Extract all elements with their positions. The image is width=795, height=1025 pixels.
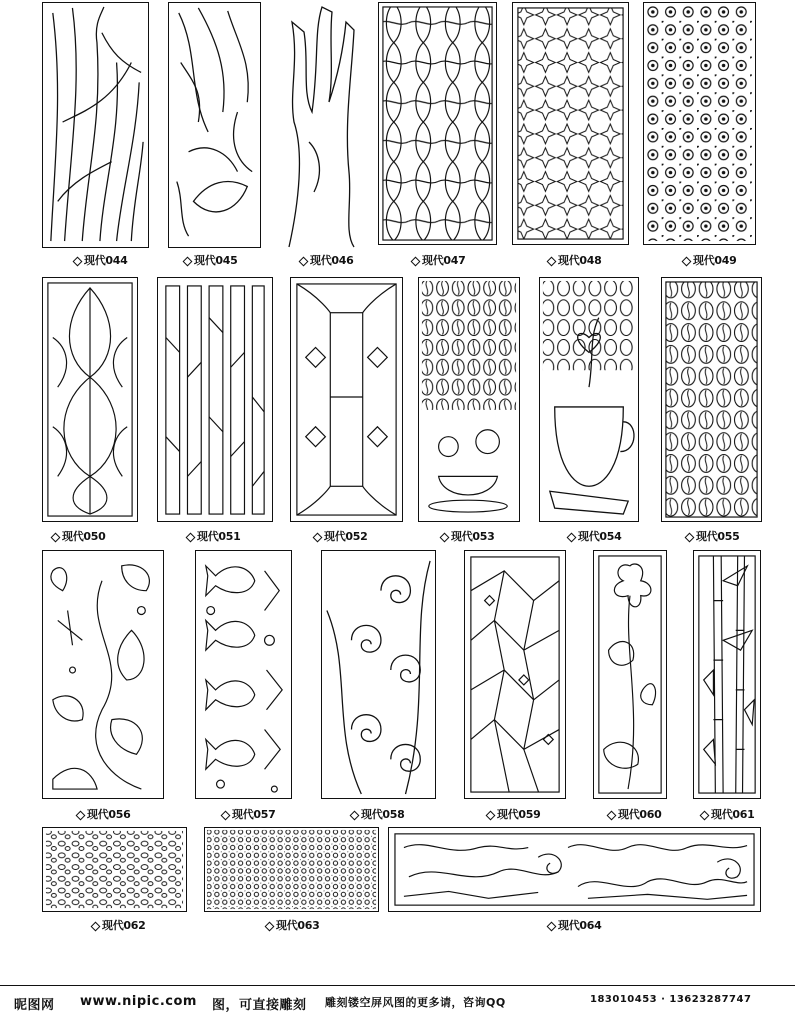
footer-text-1: 图，可直接雕刻 bbox=[212, 998, 307, 1013]
panel-044[interactable] bbox=[42, 2, 149, 248]
panel-051[interactable] bbox=[157, 277, 273, 522]
diamond-icon bbox=[73, 256, 83, 266]
pattern-tree-leaves bbox=[169, 3, 260, 247]
panel-058[interactable] bbox=[321, 550, 436, 799]
diamond-icon bbox=[76, 810, 86, 820]
pattern-coffee-beans bbox=[662, 278, 761, 521]
caption-058: 现代058 bbox=[351, 806, 404, 822]
pattern-vertical-bars bbox=[158, 278, 272, 521]
caption-048: 现代048 bbox=[548, 252, 601, 268]
diamond-icon bbox=[547, 921, 557, 931]
caption-056: 现代056 bbox=[77, 806, 130, 822]
panel-049[interactable] bbox=[643, 2, 756, 245]
diamond-icon bbox=[350, 810, 360, 820]
footer-text-2: 雕刻镂空屏风图的更多请，咨询QQ bbox=[325, 996, 506, 1009]
pattern-flowers bbox=[594, 551, 666, 798]
pattern-coffee-cup-hearts bbox=[540, 278, 638, 521]
diamond-icon bbox=[547, 256, 557, 266]
panel-047[interactable] bbox=[378, 2, 497, 245]
panel-052[interactable] bbox=[290, 277, 403, 522]
diamond-icon bbox=[51, 532, 61, 542]
panel-064[interactable] bbox=[388, 827, 761, 912]
panel-063[interactable] bbox=[204, 827, 379, 912]
diamond-icon bbox=[682, 256, 692, 266]
caption-064: 现代064 bbox=[548, 917, 601, 933]
caption-061: 现代061 bbox=[701, 806, 754, 822]
diamond-icon bbox=[183, 256, 193, 266]
pattern-floral-grid bbox=[513, 3, 628, 244]
diamond-icon bbox=[486, 810, 496, 820]
panel-055[interactable] bbox=[661, 277, 762, 522]
caption-052: 现代052 bbox=[314, 528, 367, 544]
footer-contact: 183010453 · 13623287747 bbox=[590, 994, 752, 1005]
pattern-dot-lattice bbox=[205, 828, 378, 911]
panel-054[interactable] bbox=[539, 277, 639, 522]
diamond-icon bbox=[685, 532, 695, 542]
pattern-wave-swirls bbox=[389, 828, 760, 911]
caption-047: 现代047 bbox=[412, 252, 465, 268]
caption-045: 现代045 bbox=[184, 252, 237, 268]
diamond-icon bbox=[221, 810, 231, 820]
panel-060[interactable] bbox=[593, 550, 667, 799]
panel-048[interactable] bbox=[512, 2, 629, 245]
caption-049: 现代049 bbox=[683, 252, 736, 268]
diamond-icon bbox=[411, 256, 421, 266]
pattern-ornamental-vase bbox=[43, 278, 137, 521]
panel-045[interactable] bbox=[168, 2, 261, 248]
panel-061[interactable] bbox=[693, 550, 761, 799]
panel-057[interactable] bbox=[195, 550, 292, 799]
panel-046[interactable] bbox=[284, 2, 356, 248]
diamond-icon bbox=[265, 921, 275, 931]
caption-057: 现代057 bbox=[222, 806, 275, 822]
caption-055: 现代055 bbox=[686, 528, 739, 544]
panel-062[interactable] bbox=[42, 827, 187, 912]
pattern-deco-frame bbox=[291, 278, 402, 521]
caption-060: 现代060 bbox=[608, 806, 661, 822]
pattern-tree-trunk bbox=[284, 2, 356, 248]
caption-050: 现代050 bbox=[52, 528, 105, 544]
caption-054: 现代054 bbox=[568, 528, 621, 544]
pattern-tree-branches bbox=[43, 3, 148, 247]
panel-059[interactable] bbox=[464, 550, 566, 799]
pattern-mosaic-flowers bbox=[465, 551, 565, 798]
diamond-icon bbox=[567, 532, 577, 542]
pattern-leaf-lattice bbox=[379, 3, 496, 244]
pattern-leaves-swirl bbox=[43, 551, 163, 798]
caption-063: 现代063 bbox=[266, 917, 319, 933]
caption-059: 现代059 bbox=[487, 806, 540, 822]
panel-050[interactable] bbox=[42, 277, 138, 522]
footer-banner bbox=[0, 985, 795, 1025]
diamond-icon bbox=[700, 810, 710, 820]
diamond-icon bbox=[186, 532, 196, 542]
diamond-icon bbox=[91, 921, 101, 931]
pattern-pebbles bbox=[43, 828, 186, 911]
pattern-bamboo bbox=[694, 551, 760, 798]
panel-056[interactable] bbox=[42, 550, 164, 799]
caption-046: 现代046 bbox=[300, 252, 353, 268]
pattern-dense-floral bbox=[644, 3, 755, 244]
caption-044: 现代044 bbox=[74, 252, 127, 268]
pattern-fish-bubbles bbox=[196, 551, 291, 798]
diamond-icon bbox=[440, 532, 450, 542]
site-name: 昵图网 bbox=[14, 998, 55, 1013]
diamond-icon bbox=[607, 810, 617, 820]
caption-051: 现代051 bbox=[187, 528, 240, 544]
diamond-icon bbox=[299, 256, 309, 266]
caption-062: 现代062 bbox=[92, 917, 145, 933]
pattern-coffee-beans-cup bbox=[419, 278, 519, 521]
panel-053[interactable] bbox=[418, 277, 520, 522]
pattern-spirals bbox=[322, 551, 435, 798]
diamond-icon bbox=[313, 532, 323, 542]
caption-053: 现代053 bbox=[441, 528, 494, 544]
site-url[interactable]: www.nipic.com bbox=[80, 994, 197, 1009]
